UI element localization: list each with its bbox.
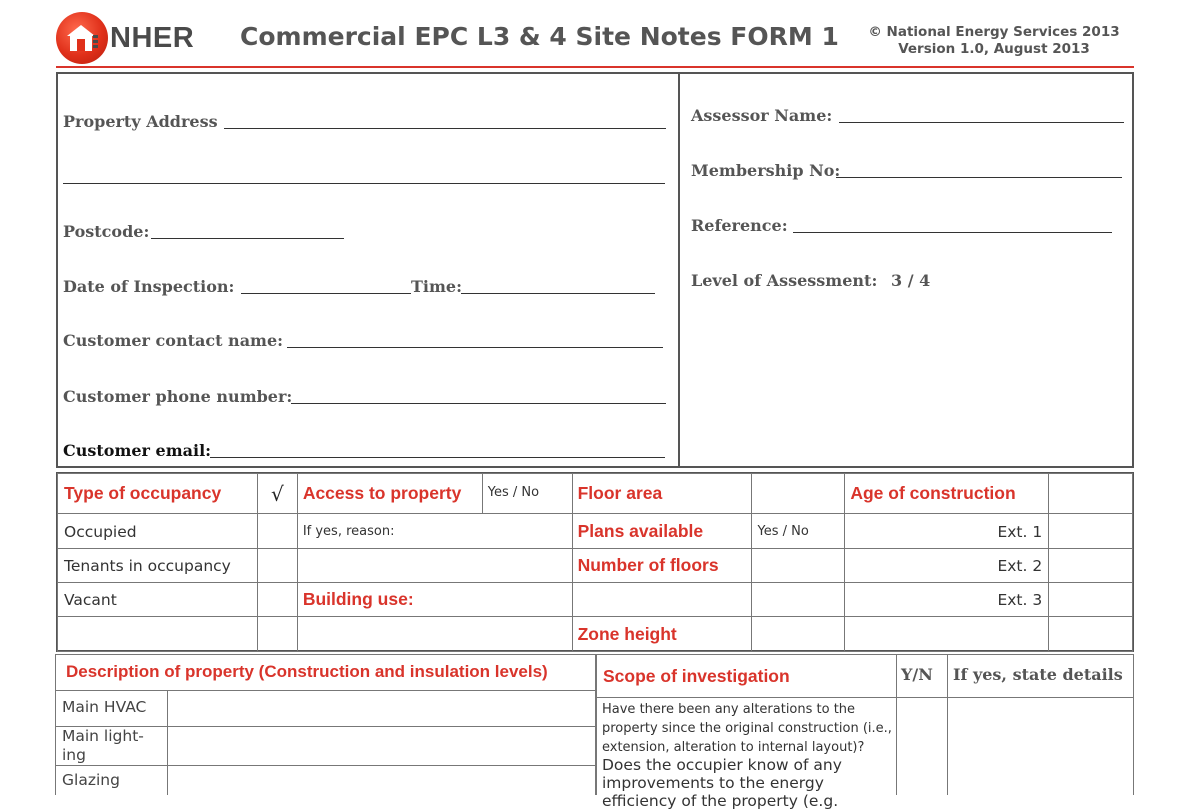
- access-yes-no[interactable]: Yes / No: [482, 474, 572, 514]
- plans-yes-no[interactable]: Yes / No: [752, 514, 845, 549]
- glazing-label: Glazing: [62, 771, 120, 789]
- header-rule: [56, 66, 1134, 68]
- scope-header-rule: [597, 697, 1133, 698]
- description-col-rule: [167, 690, 168, 795]
- property-address-line-1[interactable]: [224, 128, 666, 129]
- ext-1-value[interactable]: [1049, 514, 1133, 549]
- type-of-occupancy-header: Type of occupancy: [58, 474, 258, 514]
- date-of-inspection-label: Date of Inspection:: [63, 277, 235, 296]
- floor-area-label: Floor area: [572, 474, 752, 514]
- customer-phone-label: Customer phone number:: [63, 387, 293, 406]
- version-line: Version 1.0, August 2013: [898, 41, 1090, 57]
- number-of-floors-value[interactable]: [752, 549, 845, 583]
- details-box: [56, 72, 1134, 468]
- logo-text: NHER: [110, 22, 195, 54]
- description-row-rule-2: [56, 765, 596, 766]
- ext-2-label: Ext. 2: [845, 549, 1049, 583]
- level-of-assessment-value: 3 / 4: [891, 271, 931, 290]
- zone-height-label: Zone height: [572, 617, 752, 652]
- postcode-label: Postcode:: [63, 222, 150, 241]
- occupancy-row-tenants: Tenants in occupancy: [58, 549, 258, 583]
- main-lighting-label: Main light-ing: [62, 727, 144, 764]
- customer-contact-label: Customer contact name:: [63, 331, 284, 350]
- age-of-construction-value[interactable]: [1049, 474, 1133, 514]
- building-use-extra[interactable]: [752, 583, 845, 617]
- copyright-line-1: © National Energy Services 2013: [868, 24, 1120, 40]
- if-yes-reason[interactable]: If yes, reason:: [297, 514, 572, 549]
- property-address-label: Property Address: [63, 112, 218, 131]
- postcode-line[interactable]: [151, 238, 344, 239]
- scope-col-rule-1: [896, 654, 897, 795]
- scope-question-part-1: Have there been any alterations to the property since the original construction (i.e., extension, alteration to internal layout)?: [602, 702, 892, 755]
- scope-question: [602, 699, 892, 810]
- main-hvac-label: Main HVAC: [62, 698, 147, 716]
- building-use-value[interactable]: [572, 583, 752, 617]
- blank-checkbox[interactable]: [257, 617, 297, 652]
- tick-icon: √: [270, 481, 284, 506]
- description-header-rule: [56, 690, 596, 691]
- building-use-label: Building use:: [297, 583, 572, 617]
- scope-header: Scope of investigation: [603, 666, 790, 686]
- occupancy-row-occupied: Occupied: [58, 514, 258, 549]
- occupied-checkbox[interactable]: [257, 514, 297, 549]
- assessor-name-line[interactable]: [839, 122, 1124, 123]
- house-logo-icon: [64, 22, 98, 54]
- description-header: Description of property (Construction and insulation levels): [66, 662, 548, 681]
- ext-3-value[interactable]: [1049, 583, 1133, 617]
- customer-phone-line[interactable]: [291, 403, 666, 404]
- details-divider: [678, 72, 680, 468]
- ext-1-label: Ext. 1: [845, 514, 1049, 549]
- occupancy-row-blank[interactable]: [58, 617, 258, 652]
- reference-line[interactable]: [793, 232, 1112, 233]
- ext-blank-value[interactable]: [1049, 617, 1133, 652]
- scope-question-part-2: Does the occupier know of any improvements to the energy efficiency of the property (e.g.: [602, 756, 842, 810]
- ext-blank-label[interactable]: [845, 617, 1049, 652]
- level-of-assessment-label: Level of Assessment:: [691, 271, 878, 290]
- tenants-checkbox[interactable]: [257, 549, 297, 583]
- customer-email-label: Customer email:: [63, 441, 212, 460]
- time-line[interactable]: [461, 293, 655, 294]
- form-title: Commercial EPC L3 & 4 Site Notes FORM 1: [240, 22, 839, 51]
- occupancy-table: [57, 473, 1133, 652]
- ext-3-label: Ext. 3: [845, 583, 1049, 617]
- number-of-floors-label: Number of floors: [572, 549, 752, 583]
- building-use-continued[interactable]: [297, 617, 572, 652]
- date-of-inspection-line[interactable]: [241, 293, 411, 294]
- assessor-name-label: Assessor Name:: [691, 106, 833, 125]
- membership-no-label: Membership No:: [691, 161, 841, 180]
- access-to-property-header: Access to property: [297, 474, 482, 514]
- zone-height-value[interactable]: [752, 617, 845, 652]
- age-of-construction-header: Age of construction: [845, 474, 1049, 514]
- ext-2-value[interactable]: [1049, 549, 1133, 583]
- plans-available-label: Plans available: [572, 514, 752, 549]
- time-label: Time:: [411, 277, 462, 296]
- scope-col-rule-2: [947, 654, 948, 795]
- tick-header: [257, 474, 297, 514]
- reason-continued[interactable]: [297, 549, 572, 583]
- occupancy-row-vacant: Vacant: [58, 583, 258, 617]
- property-address-line-2[interactable]: [63, 183, 665, 184]
- scope-details-header: If yes, state details: [953, 665, 1123, 684]
- vacant-checkbox[interactable]: [257, 583, 297, 617]
- copyright: [852, 24, 1136, 58]
- reference-label: Reference:: [691, 216, 788, 235]
- customer-contact-line[interactable]: [287, 347, 663, 348]
- floor-area-value[interactable]: [752, 474, 845, 514]
- membership-no-line[interactable]: [836, 177, 1122, 178]
- customer-email-line[interactable]: [210, 457, 665, 458]
- scope-yn-header: Y/N: [901, 665, 933, 684]
